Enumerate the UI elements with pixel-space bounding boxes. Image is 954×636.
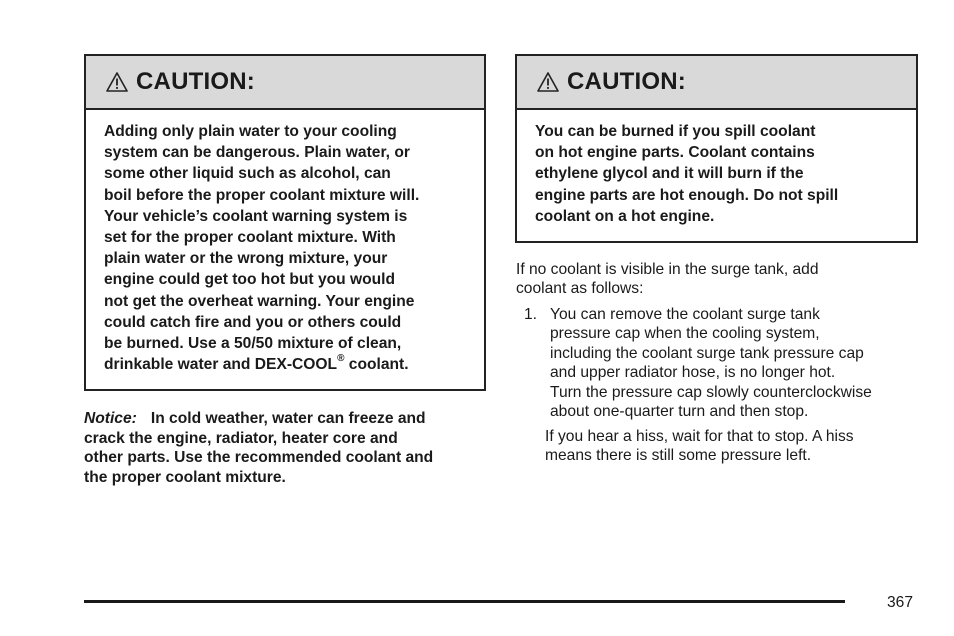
caution-body (517, 110, 916, 227)
caution-line: You can be burned if you spill coolant (535, 123, 816, 140)
step-line: pressure cap when the cooling system, (550, 325, 820, 343)
caution-line: ethylene glycol and it will burn if the (535, 165, 804, 183)
caution-line: could catch fire and you or others could (104, 313, 402, 331)
caution-text: coolant. (344, 356, 409, 374)
registered-mark: ® (337, 353, 345, 365)
step-text (550, 305, 872, 421)
caution-line: engine could get too hot but you would (104, 271, 396, 289)
caution-line: system can be dangerous. Plain water, or (104, 144, 410, 162)
caution-header (86, 56, 484, 110)
notice-line: crack the engine, radiator, heater core and (84, 429, 398, 447)
caution-line: Your vehicle’s coolant warning system is (104, 207, 408, 225)
notice-line: the proper coolant mixture. (84, 468, 286, 486)
caution-last-line (104, 354, 466, 375)
caution-title: CAUTION: (567, 68, 686, 95)
caution-line: Adding only plain water to your cooling (104, 123, 397, 140)
footer-rule (84, 600, 845, 603)
step-number: 1. (524, 306, 538, 323)
caution-line: engine parts are hot enough. Do not spill (535, 186, 839, 204)
caution-title: CAUTION: (136, 68, 255, 95)
caution-line: not get the overheat warning. Your engine (104, 292, 415, 310)
hiss-line: means there is still some pressure left. (545, 447, 812, 465)
intro-paragraph (516, 260, 819, 299)
notice-label: Notice: (84, 410, 137, 427)
caution-line: plain water or the wrong mixture, your (104, 250, 388, 268)
intro-line: coolant as follows: (516, 280, 644, 298)
notice-line: other parts. Use the recommended coolant and (84, 449, 434, 467)
caution-line: some other liquid such as alcohol, can (104, 165, 391, 183)
step-line: You can remove the coolant surge tank (550, 306, 820, 323)
caution-header (517, 56, 916, 110)
caution-body (86, 110, 484, 375)
hiss-line: If you hear a hiss, wait for that to stop. A hiss (545, 428, 854, 445)
caution-line: boil before the proper coolant mixture will. (104, 186, 420, 204)
step-line: Turn the pressure cap slowly counterclockwise (550, 383, 872, 401)
caution-text: drinkable water and DEX-COOL (104, 356, 338, 374)
notice-first-line (84, 409, 494, 429)
page-number: 367 (887, 594, 914, 611)
caution-line: on hot engine parts. Coolant contains (535, 144, 815, 162)
warning-triangle-icon (106, 71, 128, 93)
notice-paragraph (84, 409, 494, 487)
caution-line: be burned. Use a 50/50 mixture of clean, (104, 335, 402, 353)
warning-triangle-icon (537, 71, 559, 93)
hiss-note (545, 427, 854, 466)
caution-line: set for the proper coolant mixture. With (104, 229, 396, 247)
intro-line: If no coolant is visible in the surge tank, add (516, 261, 819, 278)
caution-box-burn (515, 54, 918, 243)
caution-box-water (84, 54, 486, 391)
caution-line: coolant on a hot engine. (535, 207, 715, 225)
notice-text: In cold weather, water can freeze and (150, 410, 426, 427)
step-line: including the coolant surge tank pressure cap (550, 344, 864, 362)
step-line: and upper radiator hose, is no longer hot. (550, 364, 836, 382)
step-line: about one-quarter turn and then stop. (550, 403, 809, 421)
